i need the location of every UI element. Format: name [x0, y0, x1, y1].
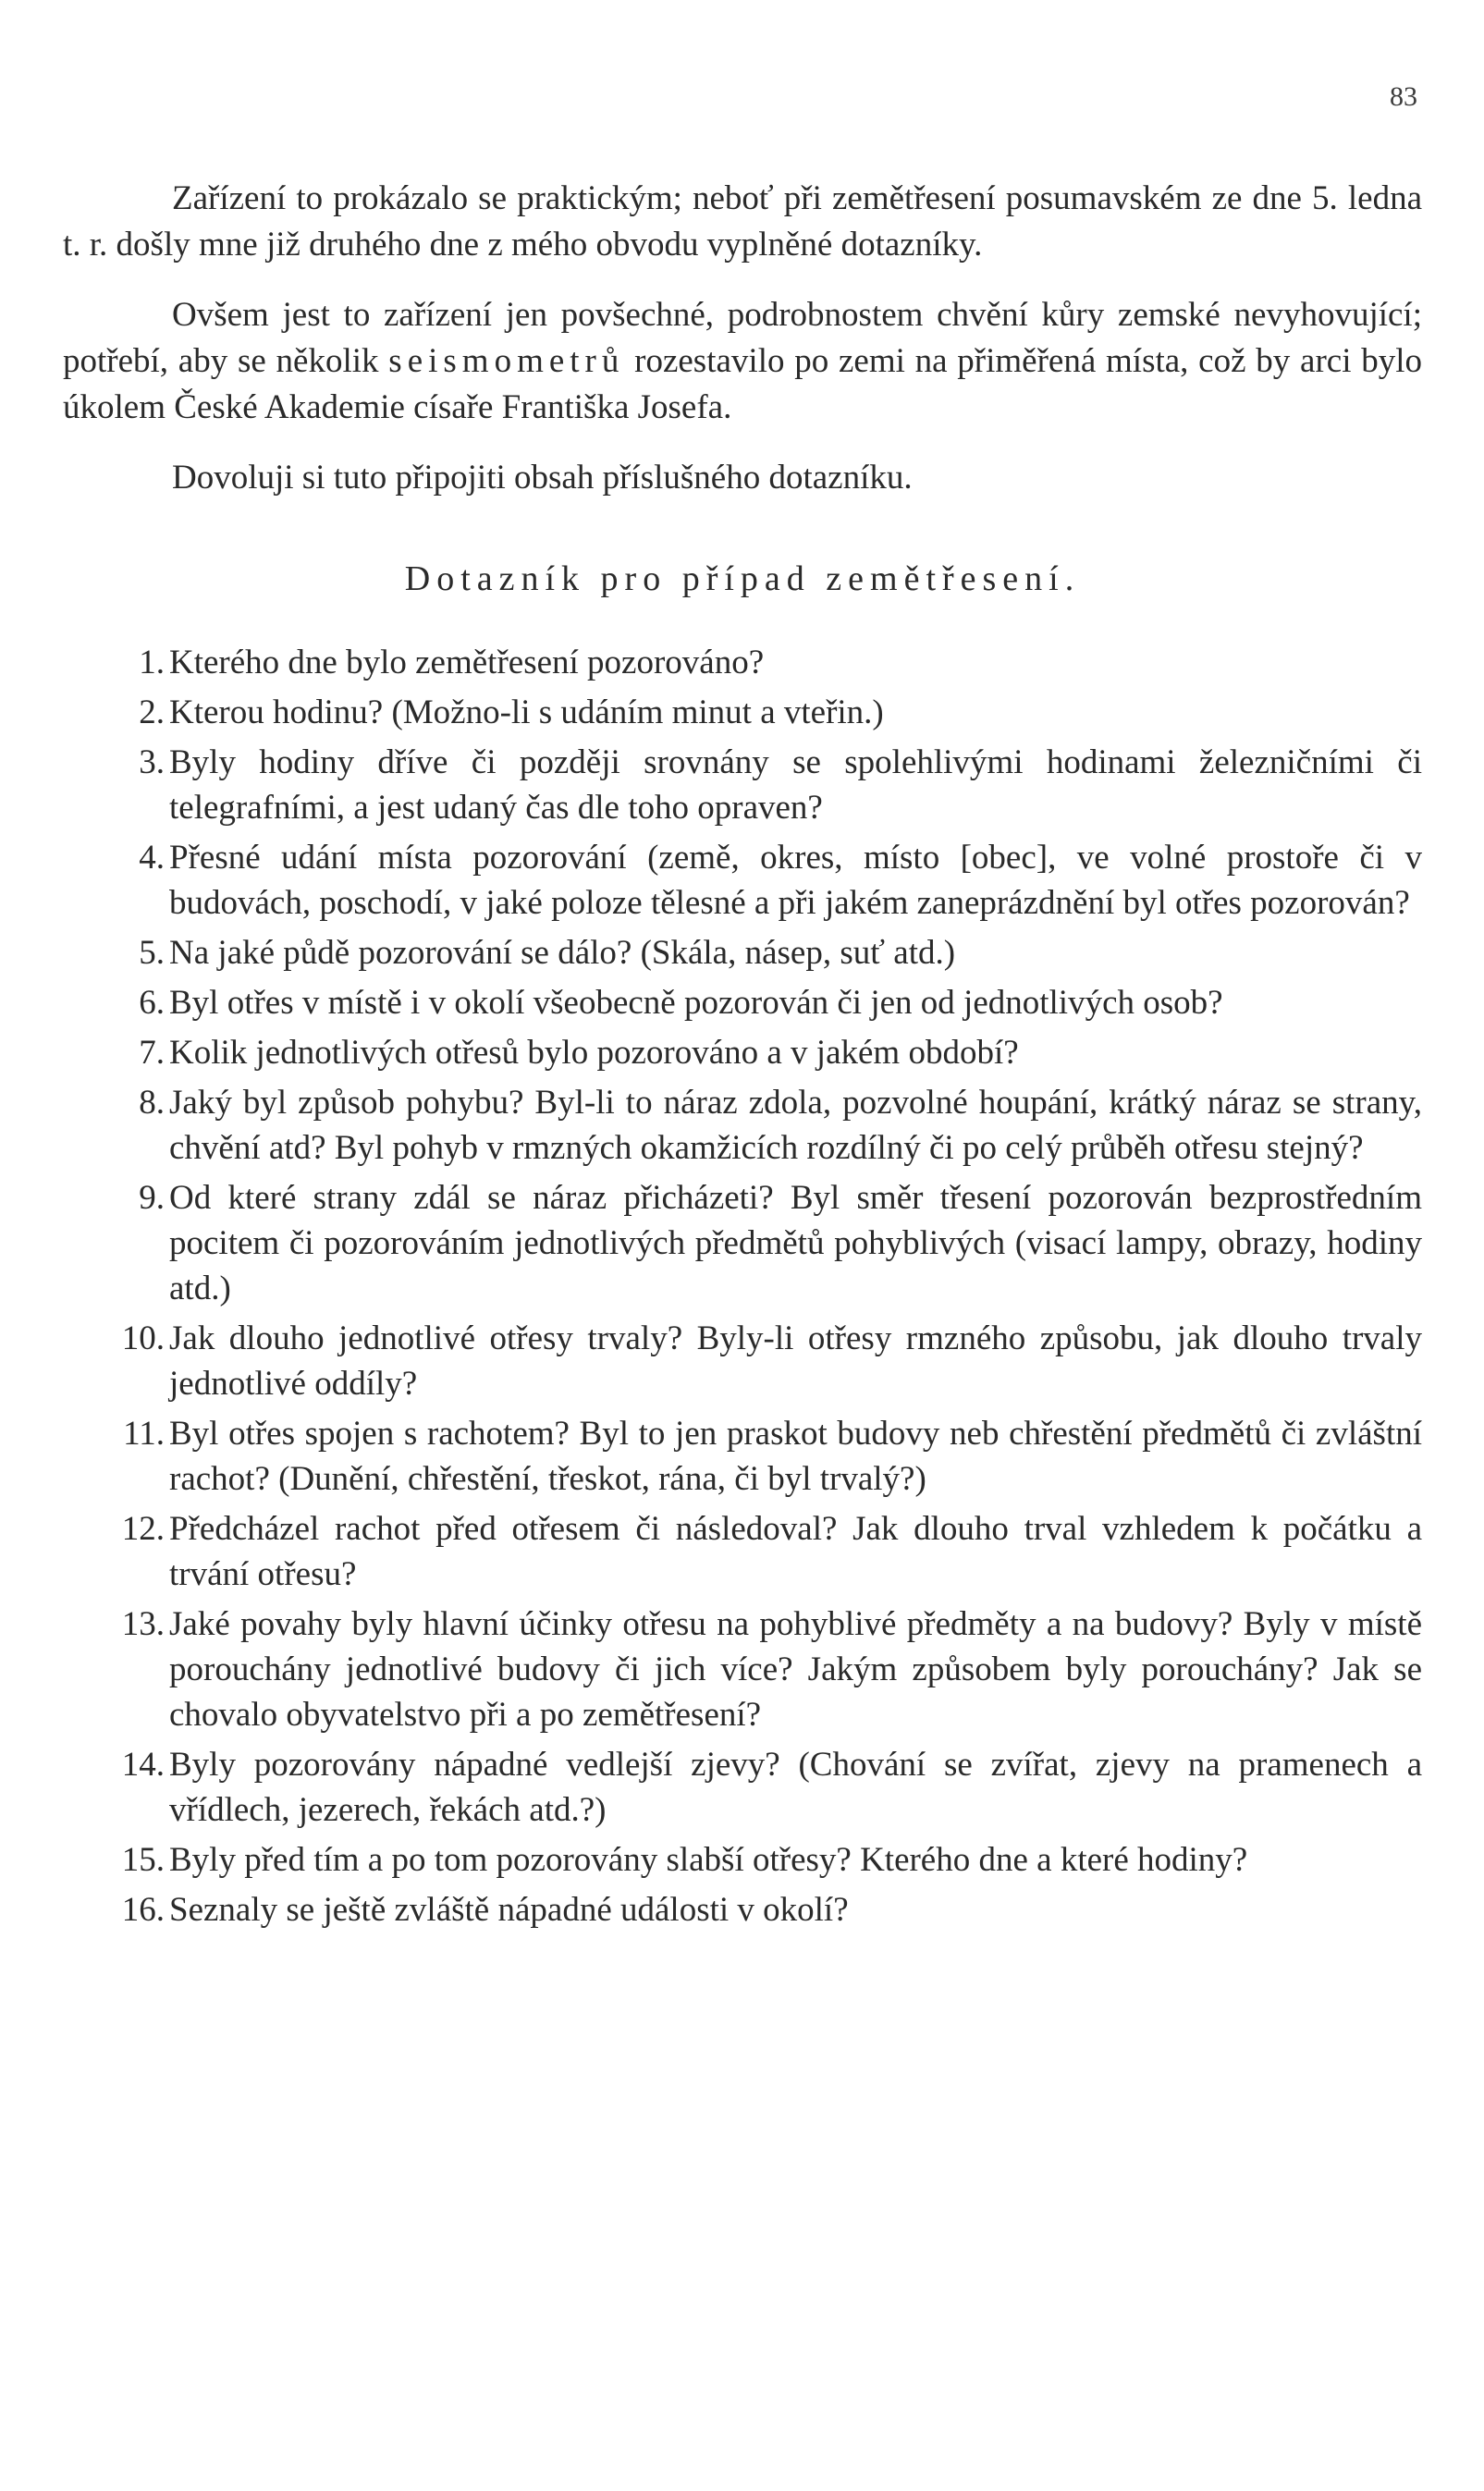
question-item	[63, 640, 1422, 685]
question-item	[63, 1175, 1422, 1311]
question-item	[63, 1742, 1422, 1833]
question-item	[63, 835, 1422, 926]
question-item	[63, 1411, 1422, 1502]
question-text: Byly hodiny dříve či později srovnány se spolehlivými hodinami železničními či telegrafními, a jest udaný čas dle toho opraven?	[169, 743, 1422, 827]
question-number: 14.	[121, 1746, 165, 1784]
paragraph-text: rozestavilo po zemi na přiměřená místa, což by arci bylo úkolem České Akademie císaře Františka Josefa.	[63, 342, 1423, 426]
question-item	[63, 1837, 1422, 1883]
question-text: Jak dlouho jednotlivé otřesy trvaly? Byly-li otřesy rmzného způsobu, jak dlouho trvaly jednotlivé oddíly?	[169, 1319, 1422, 1403]
question-item	[63, 1316, 1422, 1406]
question-text: Kolik jednotlivých otřesů bylo pozorováno a v jakém období?	[169, 1034, 1019, 1072]
question-number: 4.	[139, 839, 165, 877]
questionnaire-title: Dotazník pro případ zemětřesení.	[404, 559, 1081, 598]
question-number: 2.	[139, 693, 165, 731]
question-number: 15.	[121, 1841, 165, 1879]
questionnaire-list	[63, 640, 1422, 1933]
question-number: 1.	[139, 644, 165, 681]
question-text: Byly před tím a po tom pozorovány slabší otřesy? Kterého dne a které hodiny?	[169, 1841, 1248, 1879]
question-number: 5.	[139, 934, 165, 972]
question-number: 13.	[121, 1605, 165, 1643]
question-item	[63, 930, 1422, 976]
question-text: Od které strany zdál se náraz přicházeti? Byl směr třesení pozorován bezprostředním pocitem či pozorováním jednotlivých předmětů pohyblivých (visací lampy, obrazy, hodiny atd.)	[169, 1179, 1422, 1307]
question-text: Seznaly se ještě zvláště nápadné události v okolí?	[169, 1891, 849, 1929]
question-item	[63, 740, 1422, 830]
question-number: 12.	[121, 1510, 165, 1548]
question-item	[63, 1506, 1422, 1597]
question-number: 16.	[121, 1891, 165, 1929]
intro-paragraph	[63, 292, 1422, 431]
question-item	[63, 1887, 1422, 1933]
question-text: Byl otřes v místě i v okolí všeobecně pozorován či jen od jednotlivých osob?	[169, 984, 1223, 1022]
question-number: 7.	[139, 1034, 165, 1072]
question-number: 8.	[139, 1084, 165, 1122]
question-item	[63, 1080, 1422, 1171]
question-number: 9.	[139, 1179, 165, 1217]
question-number: 11.	[123, 1415, 165, 1453]
question-number: 3.	[139, 743, 165, 781]
question-text: Jaké povahy byly hlavní účinky otřesu na pohyblivé předměty a na budovy? Byly v místě porouchány jednotlivé budovy či jich více? Jakým způsobem byly porouchány? Jak se chovalo obyvatelstvo při a po zemětřesení?	[169, 1605, 1422, 1734]
paragraph-text: Ovšem jest to zařízení jen povšechné, podrobnostem chvění kůry zemské nevyhovující; potřebí, aby se několik	[63, 296, 1422, 380]
question-text: Kterého dne bylo zemětřesení pozorováno?	[169, 644, 765, 681]
page-body	[63, 176, 1422, 1937]
question-text: Byly pozorovány nápadné vedlejší zjevy? (Chování se zvířat, zjevy na pramenech a vřídlech, jezerech, řekách atd.?)	[169, 1746, 1422, 1829]
question-text: Na jaké půdě pozorování se dálo? (Skála, násep, suť atd.)	[169, 934, 956, 972]
question-text: Jaký byl způsob pohybu? Byl-li to náraz zdola, pozvolné houpání, krátký náraz se strany, chvění atd? Byl pohyb v rmzných okamžicích rozdílný či po celý průběh otřesu stejný?	[169, 1084, 1422, 1167]
question-text: Přesné udání místa pozorování (země, okres, místo [obec], ve volné prostoře či v budovách, poschodí, v jaké poloze tělesné a při jakém zaneprázdnění byl otřes pozorován?	[169, 839, 1422, 922]
question-number: 10.	[121, 1319, 165, 1357]
spaced-term: seismometrů	[388, 342, 625, 380]
intro-paragraph: Dovoluji si tuto připojiti obsah příslušného dotazníku.	[172, 459, 913, 497]
page-number: 83	[1390, 81, 1417, 112]
question-item	[63, 980, 1422, 1025]
question-item	[63, 1601, 1422, 1737]
question-item	[63, 690, 1422, 735]
question-item	[63, 1030, 1422, 1075]
question-text: Byl otřes spojen s rachotem? Byl to jen praskot budovy neb chřestění předmětů či zvláštní rachot? (Dunění, chřestění, třeskot, rána, či byl trvalý?)	[169, 1415, 1422, 1498]
intro-paragraph: Zařízení to prokázalo se praktickým; neboť při zemětřesení posumavském ze dne 5. ledna t. r. došly mne již druhého dne z mého obvodu vyplněné dotazníky.	[63, 179, 1422, 264]
question-number: 6.	[139, 984, 165, 1022]
question-text: Kterou hodinu? (Možno-li s udáním minut a vteřin.)	[169, 693, 884, 731]
question-text: Předcházel rachot před otřesem či následoval? Jak dlouho trval vzhledem k počátku a trvání otřesu?	[169, 1510, 1422, 1593]
